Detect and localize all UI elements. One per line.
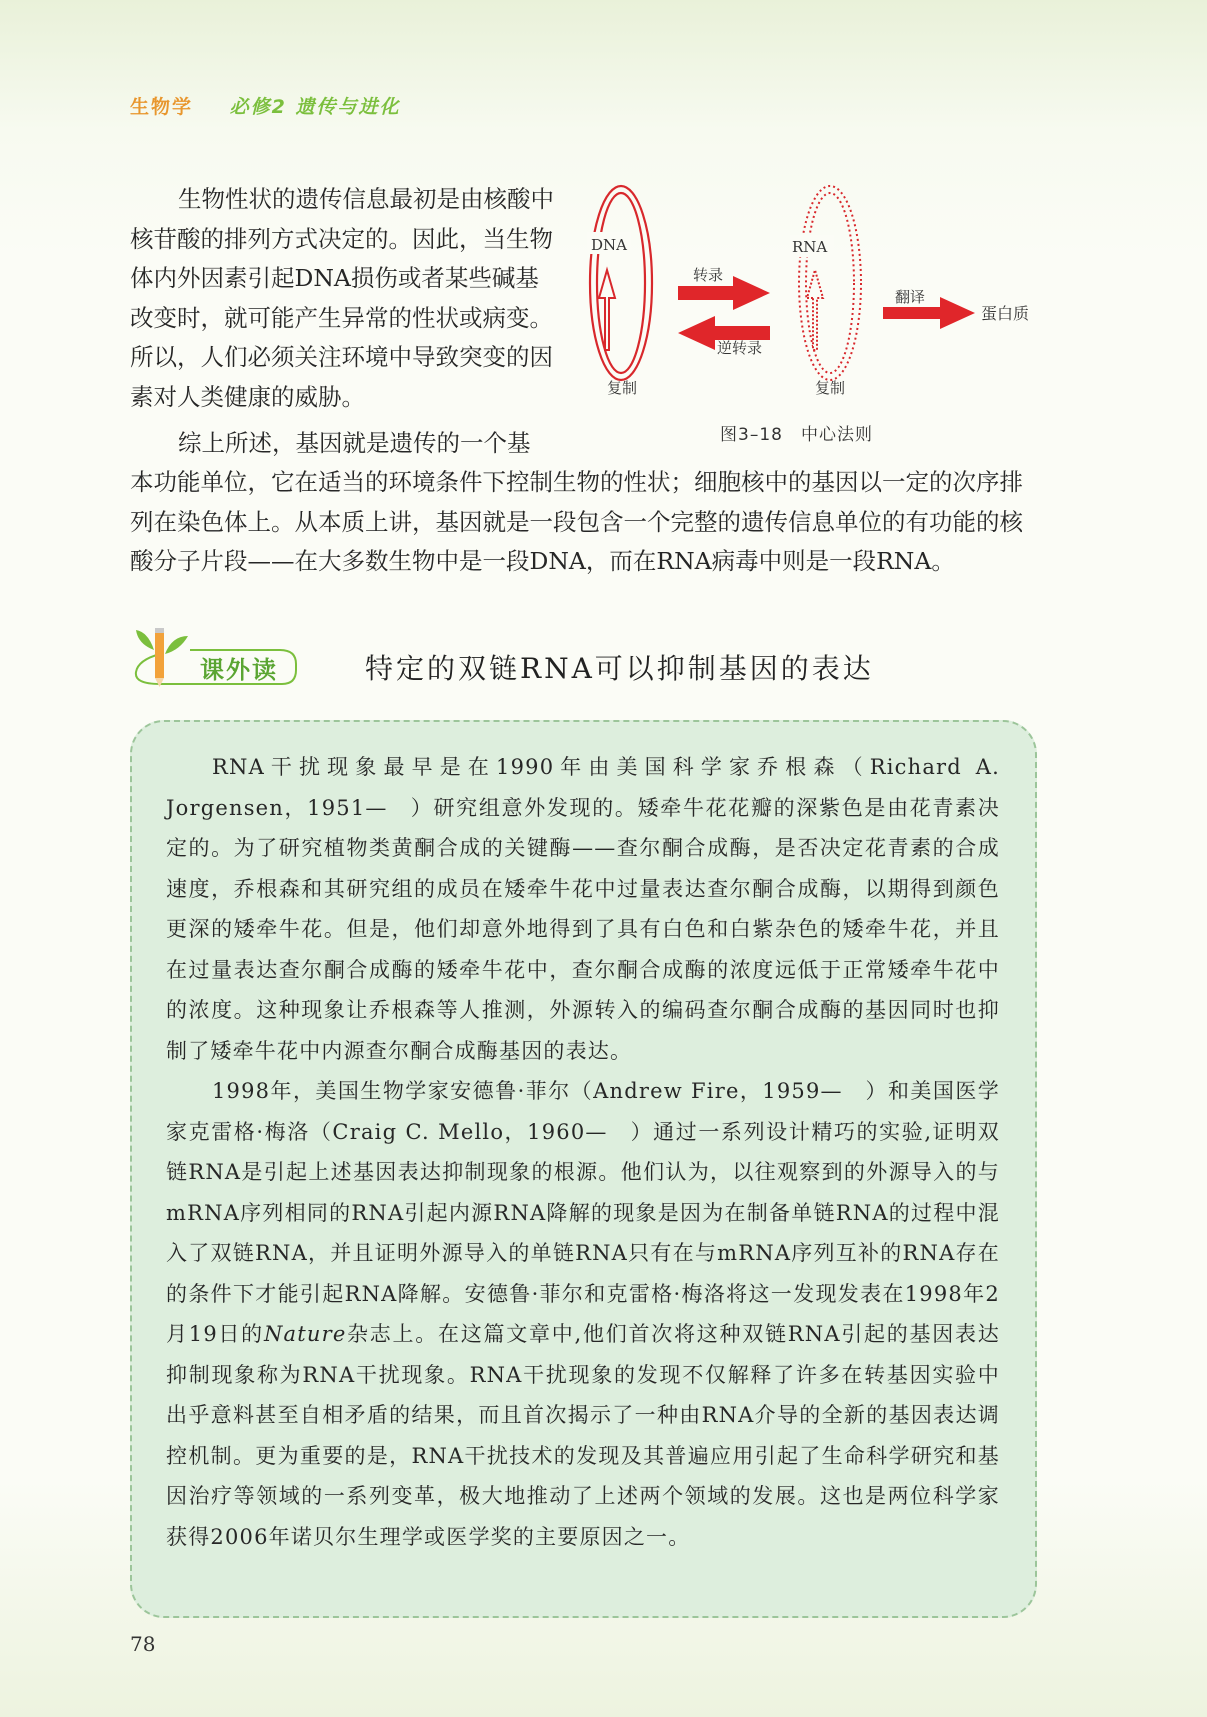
page-number: 78 — [130, 1632, 156, 1656]
extra-reading-paragraph-1: RNA干扰现象最早是在1990年由美国科学家乔根森（Richard A. Jorgensen，1951— ）研究组意外发现的。矮牵牛花花瓣的深紫色是由花青素决定的。为了研究植物类黄酮合成的关键酶——查尔酮合成酶，是否决定花青素的合成速度，乔根森和其研究组的成员在矮牵牛花中过量表达查尔酮合成酶，以期得到颜色更深的矮牵牛花。但是，他们却意外地得到了具有白色和白紫杂色的矮牵牛花，并且在过量表达查尔酮合成酶的矮牵牛花中，查尔酮合成酶的浓度远低于正常矮牵牛花中的浓度。这种现象让乔根森等人推测，外源转入的编码查尔酮合成酶的基因同时也抑制了矮牵牛花中内源查尔酮合成酶基因的表达。 — [166, 755, 1000, 1063]
extra-reading-badge-label: 课外读 — [200, 656, 278, 684]
leaf-icon-left — [136, 630, 154, 650]
body-paragraph-2-start: 综上所述，基因就是遗传的一个基 — [178, 429, 531, 457]
dna-label: DNA — [591, 236, 627, 254]
extra-reading-paragraph-2 — [166, 1071, 1000, 1557]
central-dogma-diagram — [585, 180, 1085, 455]
extra-reading-content — [166, 747, 1000, 1557]
pencil-icon — [155, 628, 164, 687]
dna-ring — [590, 186, 652, 380]
paragraph-2-after: 杂志上。在这篇文章中,他们首次将这种双链RNA引起的基因表达抑制现象称为RNA干扰现象。RNA干扰现象的发现不仅解释了许多在转基因实验中出乎意料甚至自相矛盾的结果，而且首次揭示了一种由RNA介导的全新的基因表达调控机制。更为重要的是，RNA干扰技术的发现及其普遍应用引起了生命科学研究和基因治疗等领域的一系列变革，极大地推动了上述两个领域的发展。这也是两位科学家获得2006年诺贝尔生理学或医学奖的主要原因之一。 — [166, 1322, 1000, 1549]
translation-label: 翻译 — [895, 288, 926, 306]
reverse-transcription-label: 逆转录 — [717, 339, 763, 357]
header-book-title: 必修2 遗传与进化 — [229, 96, 401, 118]
journal-name: Nature — [263, 1322, 347, 1346]
paragraph-2-before: 1998年，美国生物学家安德鲁·菲尔（Andrew Fire，1959— ）和美国医学家克雷格·梅洛（Craig C. Mello，1960— ）通过一系列设计精巧的实验,证明双链RNA是引起上述基因表达抑制现象的根源。他们认为，以往观察到的外源导入的与mRNA序列相同的RNA引起内源RNA降解的现象是因为在制备单链RNA的过程中混入了双链RNA，并且证明外源导入的单链RNA只有在与mRNA序列互补的RNA存在的条件下才能引起RNA降解。安德鲁·菲尔和克雷格·梅洛将这一发现发表在1998年2月19日的 — [166, 1079, 1000, 1346]
rna-replication-label: 复制 — [815, 379, 846, 397]
transcription-arrow — [678, 276, 770, 310]
rna-label: RNA — [792, 238, 828, 256]
running-header — [130, 92, 400, 119]
transcription-label: 转录 — [693, 266, 724, 284]
extra-reading-title: 特定的双链RNA可以抑制基因的表达 — [365, 652, 874, 685]
header-subject: 生物学 — [130, 96, 194, 118]
rna-ring — [799, 186, 861, 380]
figure-caption: 图3–18 中心法则 — [720, 425, 873, 445]
protein-label: 蛋白质 — [981, 304, 1030, 323]
body-paragraph-1: 生物性状的遗传信息最初是由核酸中核苷酸的排列方式决定的。因此，当生物体内外因素引起DNA损伤或者某些碱基改变时，就可能产生异常的性状或病变。所以，人们必须关注环境中导致突变的因素对人类健康的威胁。 — [130, 185, 554, 411]
dna-replication-label: 复制 — [607, 379, 638, 397]
leaf-icon-right — [165, 636, 188, 654]
rna-replication-arrow — [807, 270, 823, 350]
body-paragraph-2-rest: 本功能单位，它在适当的环境条件下控制生物的性状；细胞核中的基因以一定的次序排列在染色体上。从本质上讲，基因就是一段包含一个完整的遗传信息单位的有功能的核酸分子片段——在大多数生物中是一段DNA，而在RNA病毒中则是一段RNA。 — [130, 468, 1023, 575]
